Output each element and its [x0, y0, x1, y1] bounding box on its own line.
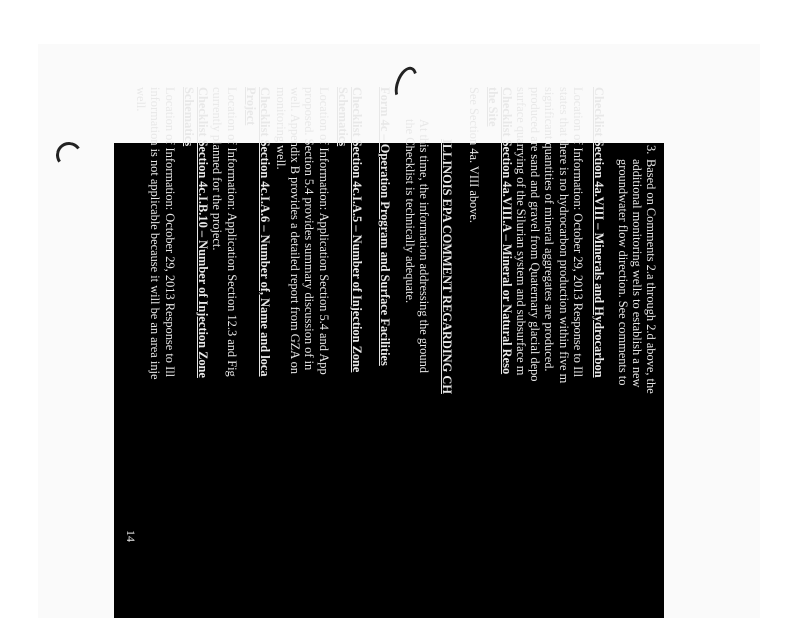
section-heading: Checklist Section 4a.VIII.A – Mineral or Natural Reso [500, 87, 514, 375]
text-line: Location of Information: October 29, 2013 Response to Ill [162, 87, 177, 378]
section-4c-i-b-10 [134, 87, 210, 379]
text-line: At this time, the information addressing the ground [416, 119, 431, 373]
section-heading: Schematics [181, 87, 196, 147]
section-heading: Checklist Section 4c.I.B.10 – Number of Injection Zone [196, 87, 210, 378]
text-line: Location of Information: Application Section 5.4 and App [316, 87, 331, 375]
text-line: currently planned for the project. [210, 87, 225, 251]
section-4c-i-a-6 [210, 87, 272, 377]
rotated-text-block [114, 87, 664, 618]
section-4a-viii [514, 87, 606, 383]
section-4c-i-a-5 [274, 87, 364, 375]
text-line: information is not applicable because it will be an area inje [148, 87, 163, 380]
document-page [114, 87, 664, 618]
comment-heading: ILLINOIS EPA COMMENT REGARDING CH [440, 139, 454, 394]
form-heading: Form 4c – Operation Program and Surface Facilities [378, 87, 392, 366]
text-line: well. Appendix B provides a detailed report from GZA on [288, 87, 303, 374]
text-line: Location of Information: October 29, 2013 Response to Ill [570, 87, 585, 378]
illinois-epa-comment [402, 87, 454, 394]
section-heading: Checklist Section 4c.I.A.6 – Number of, Name and loca [258, 87, 272, 377]
form-4c [378, 87, 392, 366]
text-line: well. [134, 87, 149, 112]
text-line: additional monitoring wells to establish a new [629, 159, 644, 388]
section-heading: Checklist Section 4c.I.A.5 – Number of Injection Zone [350, 87, 364, 373]
text-line: states that there is no hydrocarbon production within five m [556, 87, 571, 384]
section-4a-viii-a [466, 87, 514, 374]
page-number: 14 [124, 530, 138, 542]
text-line: significant quantities of mineral aggregates are produced. [542, 87, 557, 372]
text-line: See Section 4a. VIII above. [466, 87, 481, 224]
section-heading: Schematics [335, 87, 350, 147]
text-line: produced are sand and gravel from Quaternary glacial depo [528, 87, 543, 382]
text-line: Location of Information: Application Section 12.3 and Fig [224, 87, 239, 377]
text-line: monitoring well. [273, 87, 288, 170]
text-line: Based on Comments 2.a through 2.d above, the [644, 159, 658, 394]
text-line: proposed. Section 5.4 provides summary discussion of in [302, 87, 317, 371]
text-line: the Checklist is technically adequate. [402, 119, 417, 304]
text-line: surface quarrying of the Silurian system and subsurface m [513, 87, 528, 376]
item-number: 3. [644, 145, 658, 155]
section-heading: Project [243, 87, 258, 126]
section-heading: the Site [485, 87, 500, 127]
text-line: groundwater flow direction. See comments to [615, 159, 630, 386]
section-heading: Checklist Section 4a.VIII – Minerals and Hydrocarbon [592, 87, 606, 378]
